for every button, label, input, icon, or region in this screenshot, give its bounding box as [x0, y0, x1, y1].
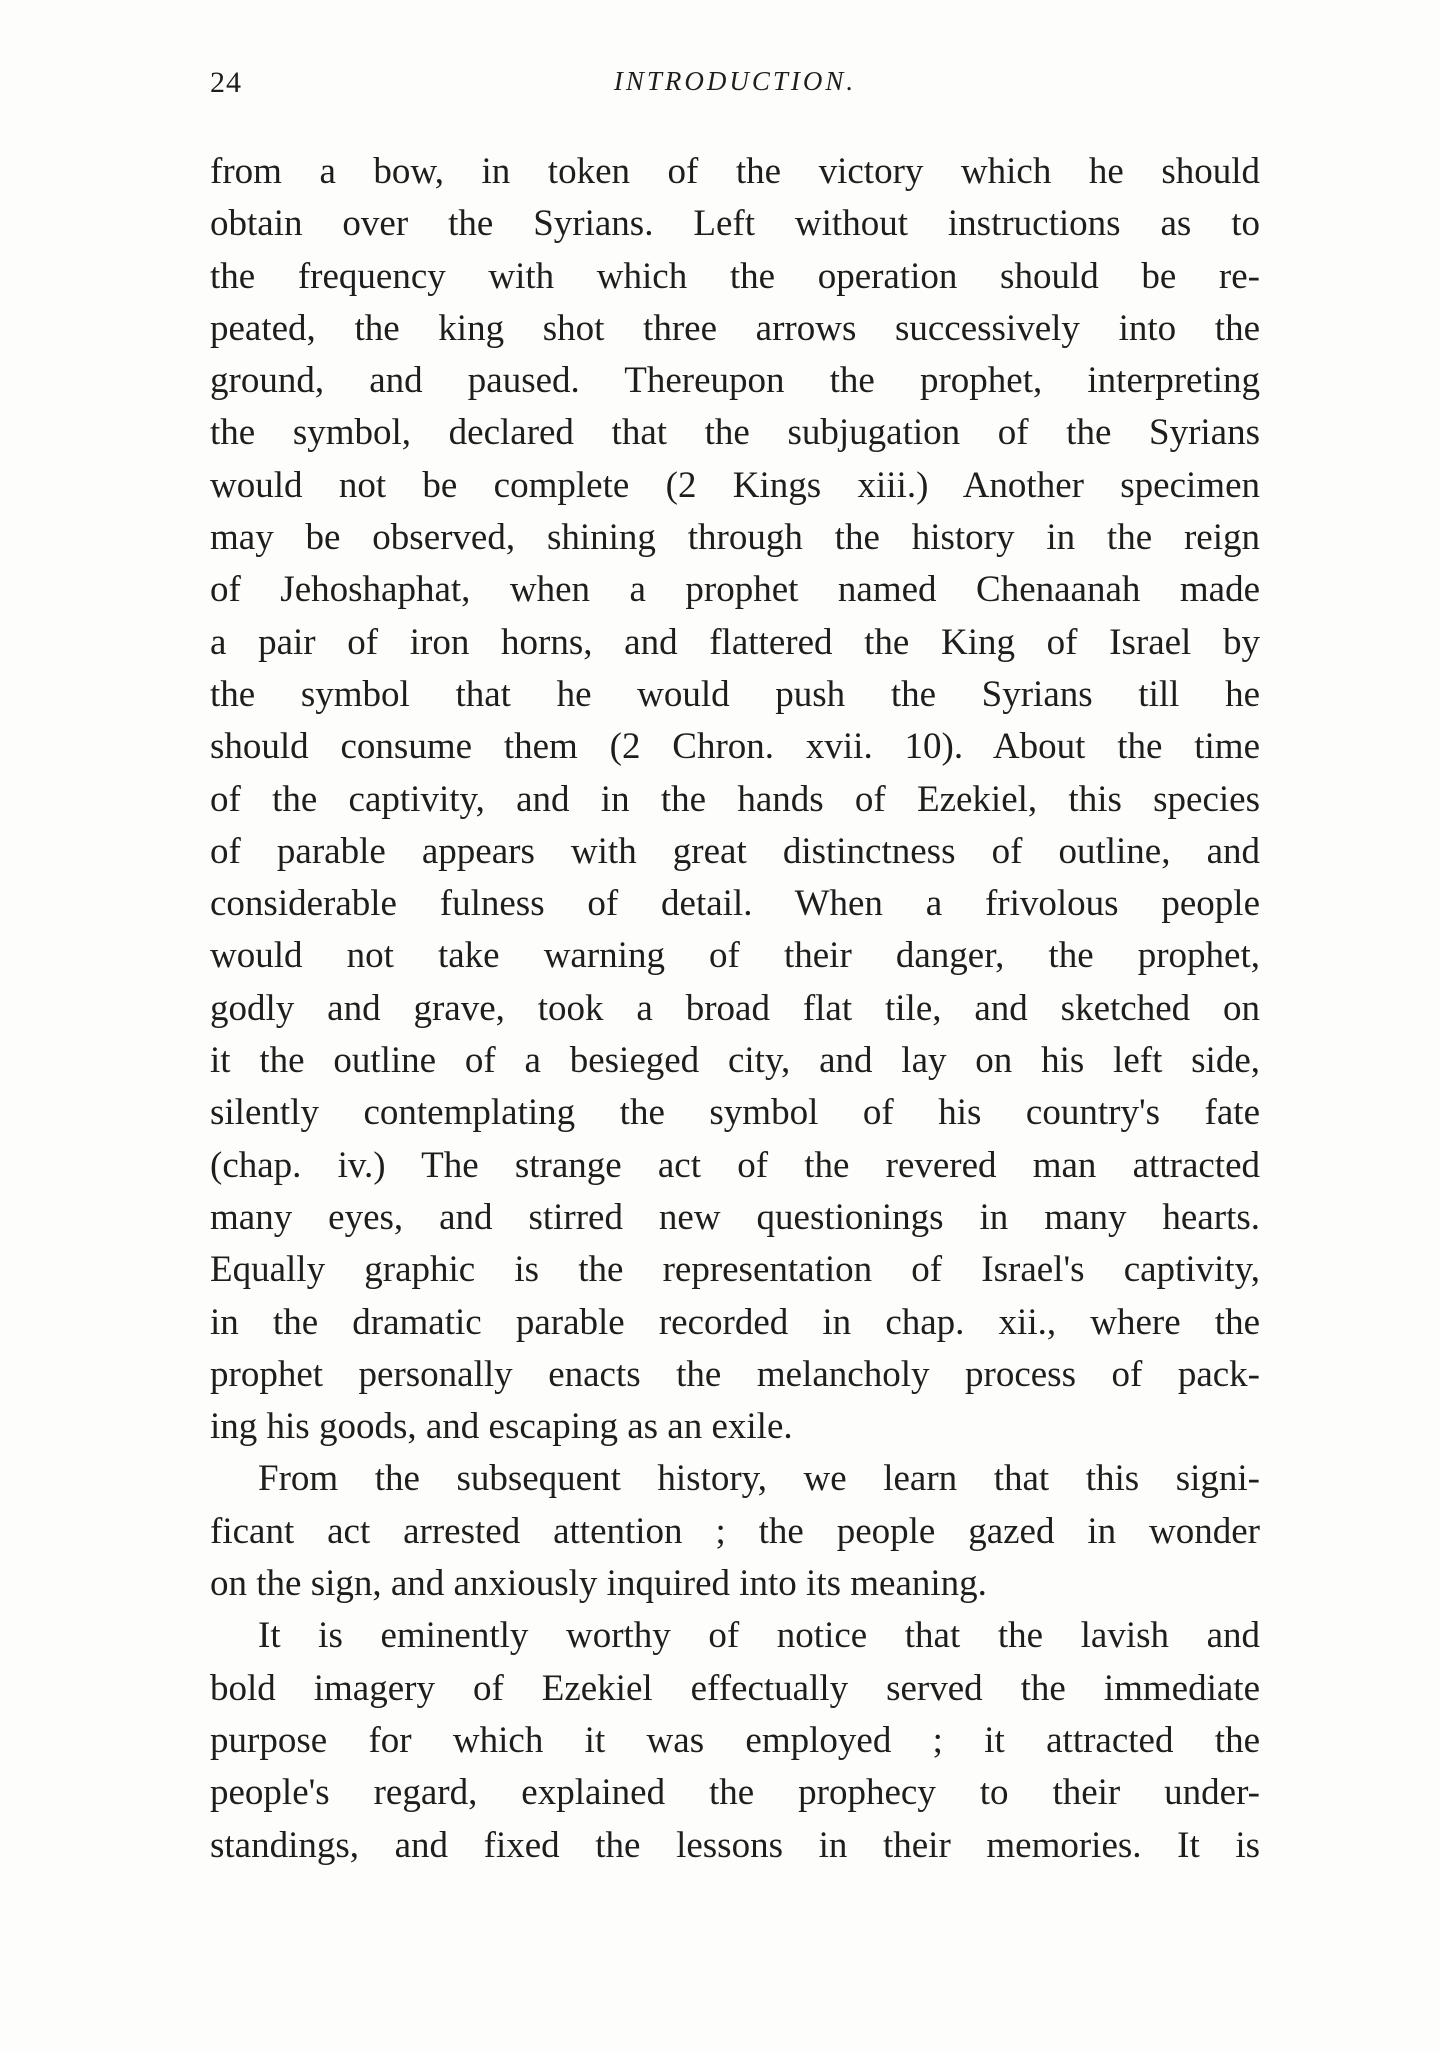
text-line: Equally graphic is the representation of Israel's captivity, — [210, 1249, 1260, 1291]
text-line: in the dramatic parable recorded in chap. xii., where the — [210, 1301, 1260, 1343]
text-line: obtain over the Syrians. Left without instructions as to — [210, 203, 1260, 245]
text-line: considerable fulness of detail. When a frivolous people — [210, 883, 1260, 925]
text-line: standings, and fixed the lessons in their memories. It is — [210, 1824, 1260, 1866]
text-line: ground, and paused. Thereupon the prophet, interpreting — [210, 360, 1260, 402]
text-line: of the captivity, and in the hands of Ezekiel, this species — [210, 778, 1260, 820]
text-line: prophet personally enacts the melancholy process of pack- — [210, 1353, 1260, 1395]
text-line: from a bow, in token of the victory which he should — [210, 151, 1260, 192]
text-line: the symbol that he would push the Syrians till he — [210, 673, 1260, 715]
text-line: peated, the king shot three arrows successively into the — [210, 307, 1260, 349]
text-line: It is eminently worthy of notice that the lavish and — [258, 1615, 1260, 1657]
text-line: ficant act arrested attention ; the people gazed in wonder — [210, 1510, 1260, 1552]
text-line: of parable appears with great distinctness of outline, and — [210, 830, 1260, 872]
text-line: would not be complete (2 Kings xiii.) Another specimen — [210, 464, 1260, 506]
text-line: the symbol, declared that the subjugation of the Syrians — [210, 412, 1260, 454]
text-line: of Jehoshaphat, when a prophet named Chenaanah made — [210, 569, 1260, 611]
text-line: may be observed, shining through the history in the reign — [210, 517, 1260, 559]
text-line: people's regard, explained the prophecy to their under- — [210, 1772, 1260, 1814]
text-line: purpose for which it was employed ; it attracted the — [210, 1719, 1260, 1761]
text-line: on the sign, and anxiously inquired into its meaning. — [210, 1563, 987, 1605]
text-line: bold imagery of Ezekiel effectually served the immediate — [210, 1667, 1260, 1709]
text-line: should consume them (2 Chron. xvii. 10). About the time — [210, 726, 1260, 768]
text-line: (chap. iv.) The strange act of the revered man attracted — [210, 1144, 1260, 1186]
text-line: many eyes, and stirred new questionings in many hearts. — [210, 1196, 1260, 1238]
text-line: a pair of iron horns, and flattered the King of Israel by — [210, 621, 1260, 663]
text-line: would not take warning of their danger, the prophet, — [210, 935, 1260, 977]
page-number: 24 — [210, 66, 242, 99]
text-line: godly and grave, took a broad flat tile, and sketched on — [210, 987, 1260, 1029]
text-line: it the outline of a besieged city, and lay on his left side, — [210, 1040, 1260, 1082]
page-header — [210, 66, 1260, 106]
body-text — [210, 146, 1260, 1872]
running-title: INTRODUCTION. — [613, 66, 857, 96]
text-line: ing his goods, and escaping as an exile. — [210, 1406, 793, 1448]
text-line: silently contemplating the symbol of his country's fate — [210, 1092, 1260, 1134]
text-line: the frequency with which the operation should be re- — [210, 255, 1260, 297]
text-line: From the subsequent history, we learn that this signi- — [258, 1458, 1260, 1500]
